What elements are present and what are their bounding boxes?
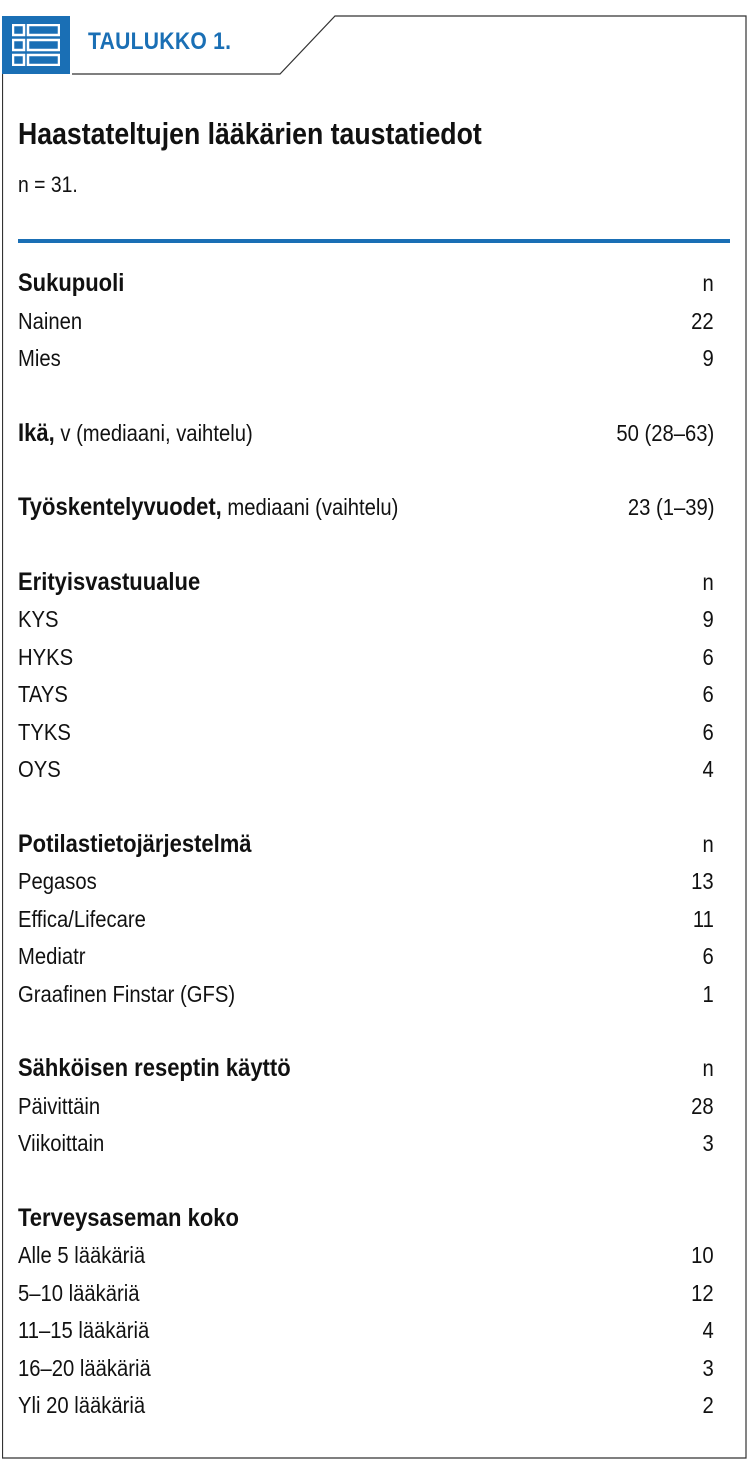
table-row <box>18 976 714 1014</box>
table-label: TAULUKKO 1. <box>88 28 232 55</box>
table-row <box>18 901 714 939</box>
section-header-value: n <box>702 1055 714 1081</box>
table-section <box>18 564 714 789</box>
row-label: TYKS <box>18 718 71 745</box>
section-header-label <box>18 415 253 453</box>
section-title-suffix: v (mediaani, vaihtelu) <box>54 419 253 446</box>
row-value: 10 <box>691 1242 714 1268</box>
row-value: 4 <box>702 1317 714 1343</box>
row-value: 2 <box>702 1392 714 1418</box>
title-divider <box>18 239 730 243</box>
row-label: Pegasos <box>18 868 97 894</box>
row-label: OYS <box>18 756 61 782</box>
row-value: 3 <box>702 1354 714 1381</box>
row-label: HYKS <box>18 643 74 670</box>
table-row <box>18 601 714 639</box>
table-row <box>18 1312 714 1350</box>
row-label: Päivittäin <box>18 1092 101 1119</box>
row-value: 6 <box>702 643 714 670</box>
table-row <box>18 676 714 714</box>
table-row <box>18 1275 714 1313</box>
section-header-label <box>18 564 200 602</box>
row-label: TAYS <box>18 681 68 707</box>
table-row <box>18 1125 714 1163</box>
section-header-value: n <box>702 830 714 857</box>
section-header-value: n <box>702 568 714 595</box>
table-row <box>18 1350 714 1388</box>
section-header <box>18 265 714 303</box>
row-label: Mies <box>18 345 61 371</box>
row-label: Alle 5 lääkäriä <box>18 1242 146 1268</box>
section-header-value: n <box>702 270 714 296</box>
row-value: 6 <box>702 943 714 969</box>
section-header <box>18 826 714 864</box>
row-label: Viikoittain <box>18 1130 105 1156</box>
row-value: 1 <box>702 980 714 1007</box>
row-value: 13 <box>691 868 714 894</box>
table-row <box>18 639 714 677</box>
row-label: Nainen <box>18 307 83 334</box>
section-title: Terveysaseman koko <box>18 1203 239 1232</box>
table-row <box>18 1387 714 1425</box>
table-subtitle: n = 31. <box>18 172 78 197</box>
section-header <box>18 1200 714 1238</box>
table-row <box>18 863 714 901</box>
table-section <box>18 415 714 453</box>
table-row <box>18 938 714 976</box>
row-label: 5–10 lääkäriä <box>18 1279 140 1306</box>
table-row <box>18 1088 714 1126</box>
section-title: Sähköisen reseptin käyttö <box>18 1054 291 1082</box>
section-header-label <box>18 1200 239 1238</box>
table-row <box>18 303 714 341</box>
section-header <box>18 564 714 602</box>
table-row <box>18 751 714 789</box>
row-value: 6 <box>702 681 714 707</box>
row-label: Mediatr <box>18 943 86 969</box>
row-value: 3 <box>702 1130 714 1156</box>
section-header-label <box>18 489 398 527</box>
row-value: 28 <box>691 1092 714 1119</box>
data-table <box>18 265 714 1462</box>
section-title: Erityisvastuualue <box>18 567 201 596</box>
table-section <box>18 1200 714 1425</box>
section-header <box>18 415 714 453</box>
table-section <box>18 265 714 378</box>
section-header-label <box>18 1050 291 1088</box>
row-label: 16–20 lääkäriä <box>18 1354 151 1381</box>
table-row <box>18 340 714 378</box>
row-value: 4 <box>702 756 714 782</box>
row-label: Graafinen Finstar (GFS) <box>18 980 236 1007</box>
section-title: Ikä, <box>18 418 55 447</box>
table-title: Haastateltujen lääkärien taustatiedot <box>18 116 482 151</box>
section-title-suffix: mediaani (vaihtelu) <box>221 494 399 520</box>
table-section <box>18 489 714 527</box>
section-title: Työskentelyvuodet, <box>18 493 222 521</box>
section-header-value: 23 (1–39) <box>627 494 714 520</box>
row-value: 6 <box>702 718 714 745</box>
section-title: Potilastietojärjestelmä <box>18 829 252 858</box>
row-label: KYS <box>18 606 59 632</box>
table-section <box>18 1050 714 1163</box>
row-value: 11 <box>692 905 714 932</box>
row-value: 22 <box>691 307 714 334</box>
table-list-icon <box>2 16 70 74</box>
section-header-label <box>18 826 252 864</box>
row-label: 11–15 lääkäriä <box>18 1317 150 1343</box>
row-value: 9 <box>702 606 714 632</box>
section-header <box>18 489 714 527</box>
row-value: 12 <box>691 1279 714 1306</box>
row-value: 9 <box>702 345 714 371</box>
row-label: Yli 20 lääkäriä <box>18 1392 146 1418</box>
row-label: Effica/Lifecare <box>18 905 146 932</box>
section-title: Sukupuoli <box>18 269 125 297</box>
section-header-value: 50 (28–63) <box>616 419 714 446</box>
section-header-label <box>18 265 124 303</box>
table-section <box>18 826 714 1014</box>
table-row <box>18 1237 714 1275</box>
section-header <box>18 1050 714 1088</box>
table-row <box>18 714 714 752</box>
